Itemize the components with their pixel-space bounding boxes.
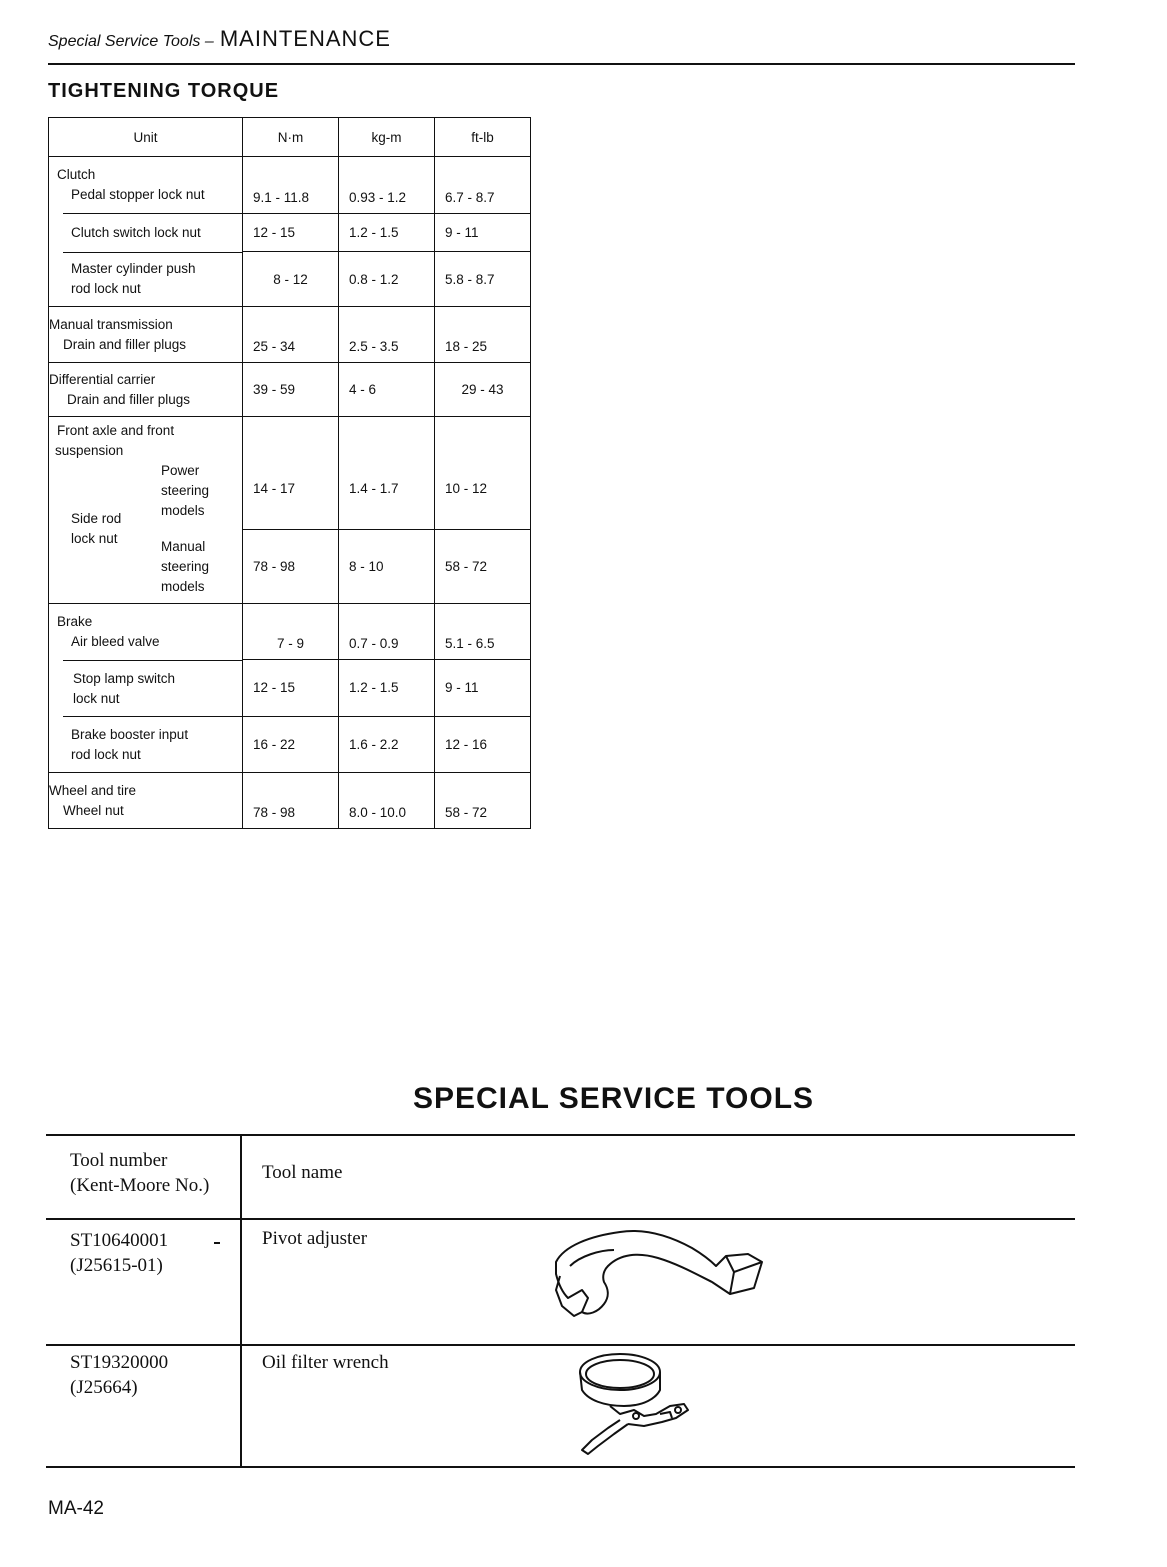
tool-number-value: ST19320000 — [70, 1352, 169, 1373]
group-label: suspension — [55, 443, 124, 458]
value-kgm: 1.2 - 1.5 — [339, 213, 435, 252]
oil-filter-wrench-icon — [574, 1350, 714, 1460]
kent-moore-number: (J25615-01) — [70, 1255, 163, 1276]
value-nm: 14 - 17 — [243, 417, 339, 530]
table-rule — [46, 1134, 1075, 1136]
label-line: steering — [161, 483, 210, 498]
header-line: (Kent-Moore No.) — [70, 1175, 210, 1196]
row-label — [49, 307, 243, 363]
value-kgm: 1.4 - 1.7 — [339, 417, 435, 530]
label-line: models — [161, 579, 205, 594]
label-line: lock nut — [71, 531, 118, 546]
value-kgm: 1.2 - 1.5 — [339, 660, 435, 716]
item-label: Drain and filler plugs — [63, 336, 187, 352]
table-rule — [46, 1218, 1075, 1220]
row-label — [49, 363, 243, 417]
table-row — [49, 604, 531, 660]
tool-number-value: ST10640001 — [70, 1230, 169, 1251]
value-nm: 25 - 34 — [243, 307, 339, 363]
value-ftlb: 29 - 43 — [435, 363, 531, 417]
value-nm: 39 - 59 — [243, 363, 339, 417]
section-label: Special Service Tools – — [48, 33, 214, 50]
value-nm: 8 - 12 — [243, 252, 339, 307]
item-label: rod lock nut — [71, 281, 141, 296]
group-label: Clutch — [57, 167, 96, 182]
manual-steering-label — [161, 537, 209, 597]
power-steering-label — [161, 461, 209, 521]
table-row — [49, 307, 531, 363]
column-header: kg-m — [339, 118, 435, 157]
column-divider — [240, 1134, 242, 1466]
page-number: MA-42 — [48, 1498, 104, 1519]
value-ftlb: 6.7 - 8.7 — [435, 157, 531, 214]
value-nm: 12 - 15 — [243, 660, 339, 716]
value-kgm: 1.6 - 2.2 — [339, 716, 435, 772]
table-row — [49, 363, 531, 417]
special-tools-title: SPECIAL SERVICE TOOLS — [412, 1082, 815, 1115]
value-ftlb: 9 - 11 — [435, 660, 531, 716]
item-label: Stop lamp switch — [73, 671, 176, 686]
value-kgm: 0.93 - 1.2 — [339, 157, 435, 214]
item-label: Wheel nut — [63, 802, 124, 818]
page-header — [48, 26, 391, 52]
label-line: Side rod — [71, 511, 122, 526]
value-nm: 12 - 15 — [243, 213, 339, 252]
header-rule — [48, 63, 1075, 65]
side-rod-label — [71, 509, 121, 549]
item-label: lock nut — [73, 691, 120, 706]
value-ftlb: 5.1 - 6.5 — [435, 604, 531, 660]
table-rule — [46, 1344, 1075, 1346]
group-label: Differential carrier — [49, 371, 156, 387]
tool-name: Pivot adjuster — [262, 1228, 368, 1249]
table-row — [49, 773, 531, 829]
torque-table — [48, 117, 531, 829]
label-line: Manual — [161, 539, 206, 554]
header-line: Tool number — [70, 1150, 168, 1171]
mark — [214, 1242, 220, 1244]
group-label: Front axle and front — [57, 423, 175, 438]
row-label — [49, 604, 243, 773]
value-ftlb: 5.8 - 8.7 — [435, 252, 531, 307]
kent-moore-number: (J25664) — [70, 1377, 138, 1398]
value-kgm: 4 - 6 — [339, 363, 435, 417]
item-label: Brake booster input — [71, 727, 189, 742]
label-line: models — [161, 503, 205, 518]
item-label: Master cylinder push — [71, 261, 196, 276]
value-ftlb: 9 - 11 — [435, 213, 531, 252]
table-rule — [46, 1466, 1075, 1468]
item-label: Air bleed valve — [71, 634, 160, 649]
label-line: steering — [161, 559, 210, 574]
table-row — [49, 417, 531, 530]
value-kgm: 2.5 - 3.5 — [339, 307, 435, 363]
item-label: Drain and filler plugs — [67, 391, 191, 407]
table-header-row — [49, 118, 531, 157]
value-kgm: 0.7 - 0.9 — [339, 604, 435, 660]
item-label: Clutch switch lock nut — [71, 225, 201, 240]
pivot-adjuster-icon — [550, 1226, 770, 1330]
value-nm: 16 - 22 — [243, 716, 339, 772]
value-kgm: 8.0 - 10.0 — [339, 773, 435, 829]
value-nm: 78 - 98 — [243, 529, 339, 603]
column-header: Unit — [49, 118, 243, 157]
label-line: Power — [161, 463, 200, 478]
item-label: rod lock nut — [71, 747, 141, 762]
group-label: Wheel and tire — [49, 782, 137, 798]
value-ftlb: 10 - 12 — [435, 417, 531, 530]
value-nm: 78 - 98 — [243, 773, 339, 829]
column-header: ft-lb — [435, 118, 531, 157]
value-ftlb: 18 - 25 — [435, 307, 531, 363]
tool-number — [70, 1350, 168, 1400]
row-label — [49, 417, 243, 604]
column-header: N·m — [243, 118, 339, 157]
row-label — [49, 773, 243, 829]
table-row — [49, 157, 531, 214]
tool-name: Oil filter wrench — [262, 1352, 389, 1373]
page-title: MAINTENANCE — [219, 26, 391, 51]
value-nm: 7 - 9 — [243, 604, 339, 660]
group-label: Manual transmission — [49, 316, 173, 332]
tool-number-header — [70, 1148, 209, 1198]
value-ftlb: 12 - 16 — [435, 716, 531, 772]
value-ftlb: 58 - 72 — [435, 773, 531, 829]
value-kgm: 0.8 - 1.2 — [339, 252, 435, 307]
value-ftlb: 58 - 72 — [435, 529, 531, 603]
tool-name-header: Tool name — [262, 1162, 343, 1183]
torque-title: TIGHTENING TORQUE — [48, 80, 280, 102]
tool-number — [70, 1228, 168, 1278]
value-nm: 9.1 - 11.8 — [243, 157, 339, 214]
group-label: Brake — [57, 614, 93, 629]
row-label — [49, 157, 243, 307]
value-kgm: 8 - 10 — [339, 529, 435, 603]
item-label: Pedal stopper lock nut — [71, 187, 205, 202]
